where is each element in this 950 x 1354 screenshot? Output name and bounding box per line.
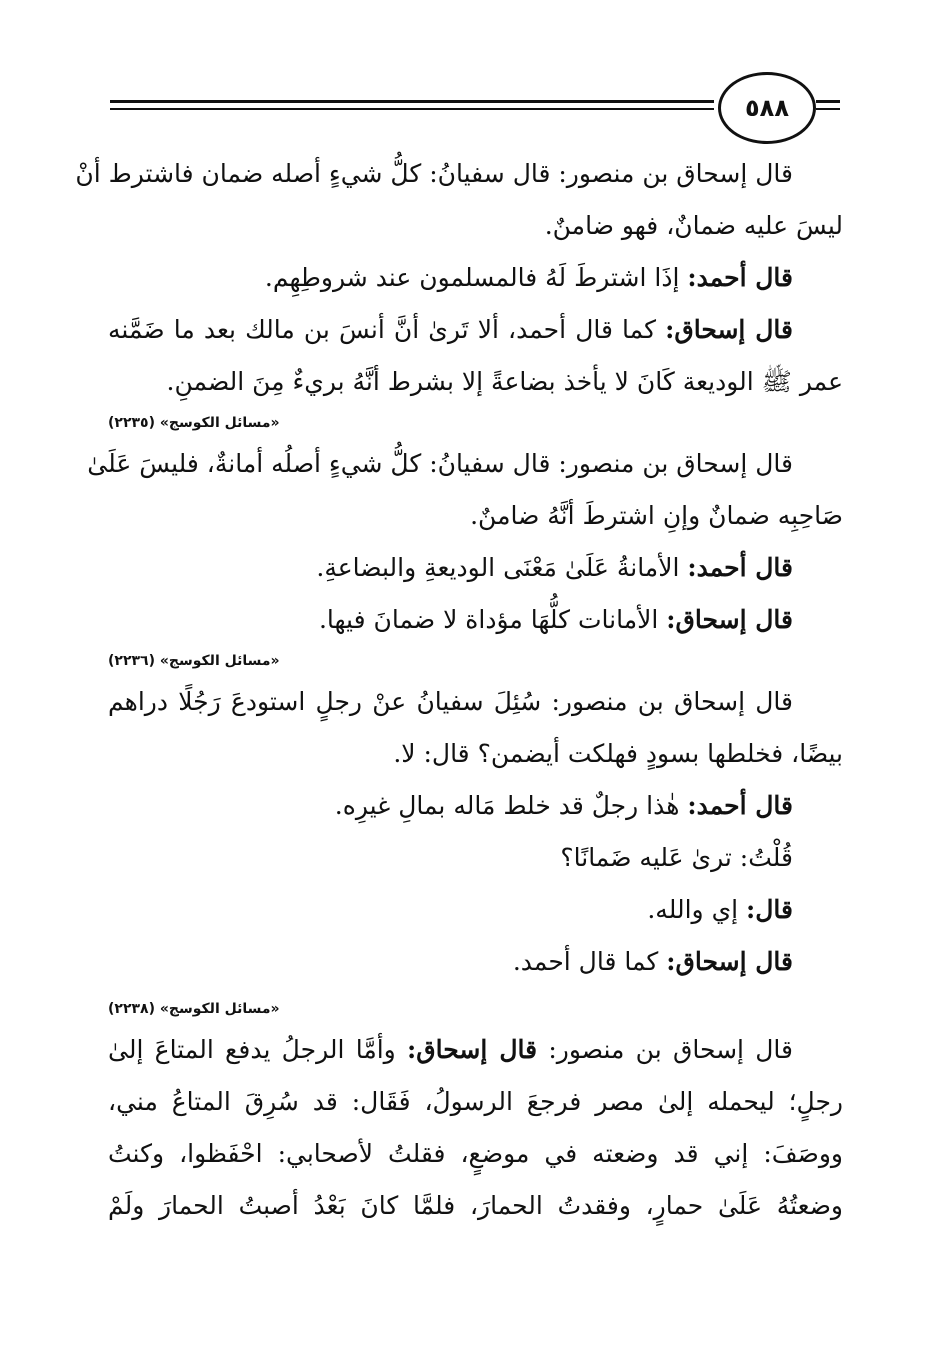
header-rule-thin: [110, 108, 714, 110]
speaker-name: قال إسحاق:: [665, 315, 793, 344]
speaker-line: [108, 936, 843, 988]
citation-ref: [108, 994, 843, 1024]
text-line: وضعتُهُ عَلَىٰ حمارٍ، وفقدتُ الحمارَ، فلمَّا كانَ بَعْدُ أصبتُ الحمارَ ولَمْ: [108, 1191, 843, 1220]
page-body: [75, 148, 843, 1232]
header-rule-thick: [110, 100, 714, 103]
speaker-name: قُلْتُ:: [739, 843, 793, 872]
speaker-line: [108, 832, 843, 884]
speaker-line: [108, 252, 843, 304]
speaker-name: قال أحمد:: [687, 791, 793, 820]
text-line: قال إسحاق بن منصور: قال سفيانُ: كلُّ شيءٍ أصلُه أمانةٌ، فليسَ عَلَىٰ: [87, 449, 793, 478]
speaker-text: هٰذا رجلٌ قد خلط مَاله بمالِ غيرِه.: [334, 791, 688, 820]
speaker-text: الأمانةُ عَلَىٰ مَعْنَى الوديعةِ والبضاعةِ.: [316, 553, 688, 582]
speaker-name: قال إسحاق:: [666, 947, 793, 976]
line-rest: وأمَّا الرجلُ يدفع المتاعَ إلىٰ: [108, 1035, 408, 1064]
text-line: ووصَفَ: إني قد وضعته في موضعٍ، فقلتُ لأصحابي: احْفَظوا، وكنتُ: [108, 1139, 843, 1168]
citation-text: «مسائل الكوسج» (٢٢٣٦): [108, 653, 280, 669]
text-line: ليسَ عليه ضمانٌ، فهو ضامنٌ.: [544, 211, 843, 240]
speaker-text: إذَا اشترطَ لَهُ فالمسلمون عند شروطِهِم.: [264, 263, 688, 292]
speaker-text: كما قال أحمد.: [512, 947, 667, 976]
text-line: [108, 1024, 843, 1076]
text-line: قال إسحاق بن منصور: سُئِلَ سفيانُ عنْ رجلٍ استودعَ رَجُلًا دراهم: [108, 687, 793, 716]
speaker-line: [108, 884, 843, 936]
header-rule-tail: [816, 108, 840, 110]
page-header: [110, 70, 840, 140]
speaker-text: إي والله.: [647, 895, 747, 924]
text-line: بيضًا، فخلطها بسودٍ فهلكت أيضمن؟ قال: لا.: [393, 739, 843, 768]
speaker-line: [108, 594, 843, 646]
header-rule-tail: [816, 100, 840, 103]
citation-text: «مسائل الكوسج» (٢٢٣٨): [108, 1001, 280, 1017]
line-prefix: قال إسحاق بن منصور:: [537, 1035, 793, 1064]
text-line: رجلٍ؛ ليحمله إلىٰ مصر فرجعَ الرسولُ، فَقَال: قد سُرِقَ المتاعُ مني،: [108, 1087, 843, 1116]
speaker-text: ترىٰ عَليه ضَمانًا؟: [560, 843, 740, 872]
speaker-name: قال أحمد:: [687, 553, 793, 582]
text-line: قال إسحاق بن منصور: قال سفيانُ: كلُّ شيءٍ أصله ضمان فاشترط أنْ: [75, 159, 793, 188]
speaker-line: قال إسحاق: كما قال أحمد، ألا تَرىٰ أنَّ أنسَ بن مالك بعد ما ضَمَّنه: [108, 315, 793, 344]
speaker-name: قال إسحاق:: [666, 605, 793, 634]
text-line: عمر ﷺ الوديعة كَانَ لا يأخذ بضاعةً إلا بشرط أنَّهُ بريءٌ مِنَ الضمنِ.: [166, 367, 843, 396]
speaker-line: [108, 780, 843, 832]
speaker-line: [108, 542, 843, 594]
citation-ref: [108, 646, 843, 676]
speaker-text: الأمانات كلُّهَا مؤداة لا ضمانَ فيها.: [318, 605, 667, 634]
page-number: ٥٨٨: [718, 72, 816, 144]
citation-ref: [108, 408, 843, 438]
speaker-name: قال إسحاق:: [407, 1035, 538, 1064]
speaker-name: قال:: [746, 895, 793, 924]
citation-text: «مسائل الكوسج» (٢٢٣٥): [108, 415, 280, 431]
text-line: صَاحِبِه ضمانٌ وإنِ اشترطَ أنَّهُ ضامنٌ.: [470, 501, 843, 530]
speaker-name: قال أحمد:: [687, 263, 793, 292]
